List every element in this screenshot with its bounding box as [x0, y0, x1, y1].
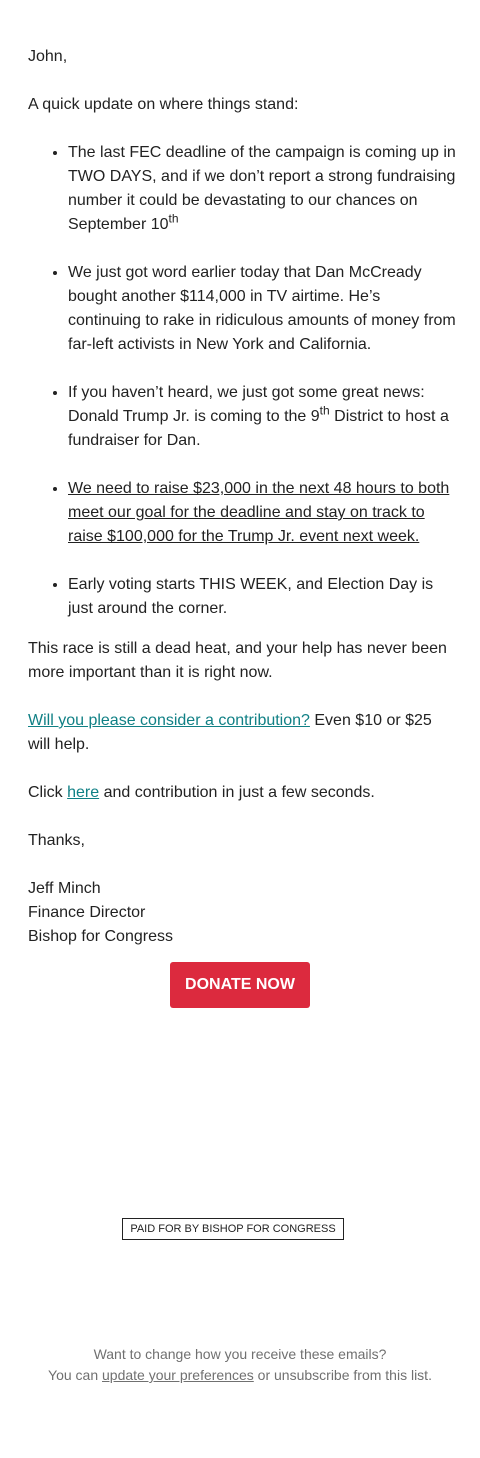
bullet-text-underlined: We need to raise $23,000 in the next 48 hours to both meet our goal for the deadline and stay on track to raise $100,000 for the Trump Jr. event next week. — [68, 480, 450, 545]
email-footer — [0, 1344, 480, 1386]
list-item — [68, 477, 456, 549]
contribution-rest: Even $10 or $25 will help. — [28, 712, 432, 753]
list-item — [68, 573, 456, 621]
click-pre: Click — [28, 784, 68, 801]
footer-post: or unsubscribe from this list. — [253, 1367, 432, 1383]
list-item — [68, 381, 456, 453]
here-link[interactable]: here — [67, 784, 100, 801]
list-item — [68, 141, 456, 237]
signature — [28, 877, 456, 949]
update-preferences-link[interactable]: update your preferences — [102, 1367, 254, 1383]
contribution-link[interactable]: Will you please consider a contribution? — [28, 712, 310, 729]
signature-name: Jeff Minch — [28, 880, 101, 897]
paid-for-disclaimer: PAID FOR BY BISHOP FOR CONGRESS — [122, 1218, 344, 1240]
race-text: This race is still a dead heat, and your help has never been more important than it is right now. — [28, 640, 447, 681]
footer-line2 — [0, 1365, 480, 1386]
bullet-text: If you haven’t heard, we just got some great news: Donald Trump Jr. is coming to the 9 — [68, 384, 425, 425]
thanks-text: Thanks, — [28, 832, 85, 849]
signature-org: Bishop for Congress — [28, 928, 173, 945]
donate-row — [0, 962, 480, 1008]
email-content — [28, 45, 456, 949]
intro-text: A quick update on where things stand: — [28, 96, 299, 113]
footer-pre: You can — [48, 1367, 103, 1383]
click-post: and contribution in just a few seconds. — [99, 784, 375, 801]
bullet-text: District to host a fundraiser for Dan. — [68, 408, 449, 449]
click-paragraph — [28, 781, 456, 805]
signature-title: Finance Director — [28, 904, 146, 921]
donate-now-button[interactable]: DONATE NOW — [170, 962, 310, 1008]
contribution-paragraph — [28, 709, 456, 757]
greeting: John, — [28, 48, 68, 65]
update-list — [28, 141, 456, 621]
bullet-text: Early voting starts THIS WEEK, and Election Day is just around the corner. — [68, 576, 434, 617]
bullet-text: We just got word earlier today that Dan McCready bought another $114,000 in TV airtime. He’s continuing to rake in ridiculous amounts of money from far-left activists in New York and California. — [68, 264, 456, 353]
list-item — [68, 261, 456, 357]
footer-line1: Want to change how you receive these emails? — [93, 1346, 387, 1362]
superscript: th — [319, 403, 330, 418]
superscript: th — [168, 211, 179, 226]
bullet-text: The last FEC deadline of the campaign is coming up in TWO DAYS, and if we don’t report a strong fundraising number it could be devastating to our chances on September 10 — [68, 144, 456, 233]
